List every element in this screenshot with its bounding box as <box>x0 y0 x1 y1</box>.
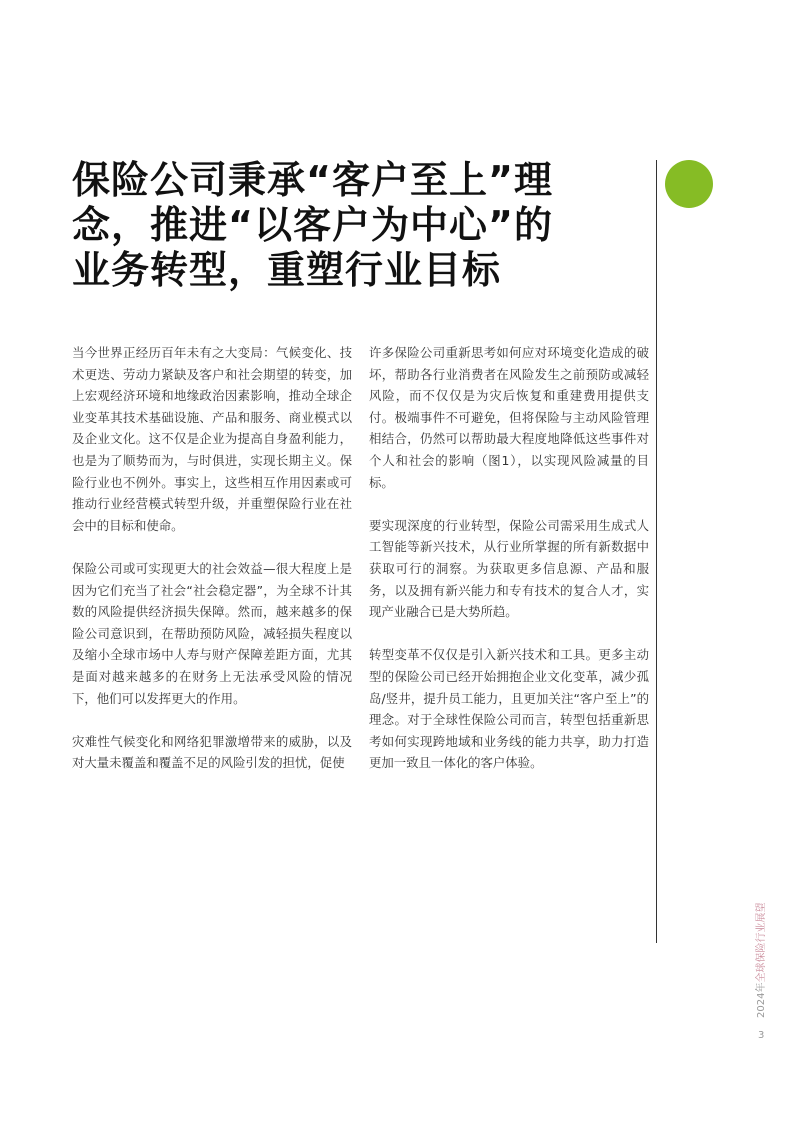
divider-line <box>656 160 657 943</box>
footer-publication: 全球保险行业展望 <box>756 902 767 983</box>
footer-year: 2024年 <box>756 982 767 1018</box>
running-footer <box>752 903 767 1018</box>
page-title: 保险公司秉承“客户至上”理念，推进“以客户为中心”的业务转型，重塑行业目标 <box>72 158 553 292</box>
green-dot-icon <box>665 160 713 208</box>
right-column <box>369 342 649 795</box>
paragraph: 转型变革不仅仅是引入新兴技术和工具。更多主动型的保险公司已经开始拥抱企业文化变革，减少孤岛/竖井，提升员工能力，且更加关注“客户至上”的理念。对于全球性保险公司而言，转型包括重新思考如何实现跨地域和业务线的能力共享，助力打造更加一致且一体化的客户体验。 <box>369 647 649 771</box>
paragraph: 要实现深度的行业转型，保险公司需采用生成式人工智能等新兴技术，从行业所掌握的所有新数据中获取可行的洞察。为获取更多信息源、产品和服务，以及拥有新兴能力和专有技术的复合人才，实现产业融合已是大势所趋。 <box>369 517 649 620</box>
paragraph: 当今世界正经历百年未有之大变局：气候变化、技术更迭、劳动力紧缺及客户和社会期望的转变，加上宏观经济环境和地缘政治因素影响，推动全球企业变革其技术基础设施、产品和服务、商业模式以及企业文化。这不仅是企业为提高自身盈利能力，也是为了顺势而为，与时俱进，实现长期主义。保险行业也不例外。事实上，这些相互作用因素或可推动行业经营模式转型升级，并重塑保险行业在社会中的目标和使命。 <box>72 345 352 533</box>
page-number: 3 <box>758 1030 765 1041</box>
paragraph: 许多保险公司重新思考如何应对环境变化造成的破坏，帮助各行业消费者在风险发生之前预防或减轻风险，而不仅仅是为灾后恢复和重建费用提供支付。极端事件不可避免，但将保险与主动风险管理相结合，仍然可以帮助最大程度地降低这些事件对个人和社会的影响（图1），以实现风险减量的目标。 <box>369 345 649 490</box>
paragraph: 灾难性气候变化和网络犯罪激增带来的威胁，以及对大量未覆盖和覆盖不足的风险引发的担忧，促使 <box>72 733 352 771</box>
left-column <box>72 342 352 795</box>
paragraph: 保险公司或可实现更大的社会效益—很大程度上是因为它们充当了社会“社会稳定器”，为全球不计其数的风险提供经济损失保障。然而，越来越多的保险公司意识到，在帮助预防风险，减轻损失程度以及缩小全球市场中人寿与财产保障差距方面，尤其是面对越来越多的在财务上无法承受风险的情况下，他们可以发挥更大的作用。 <box>72 560 352 706</box>
